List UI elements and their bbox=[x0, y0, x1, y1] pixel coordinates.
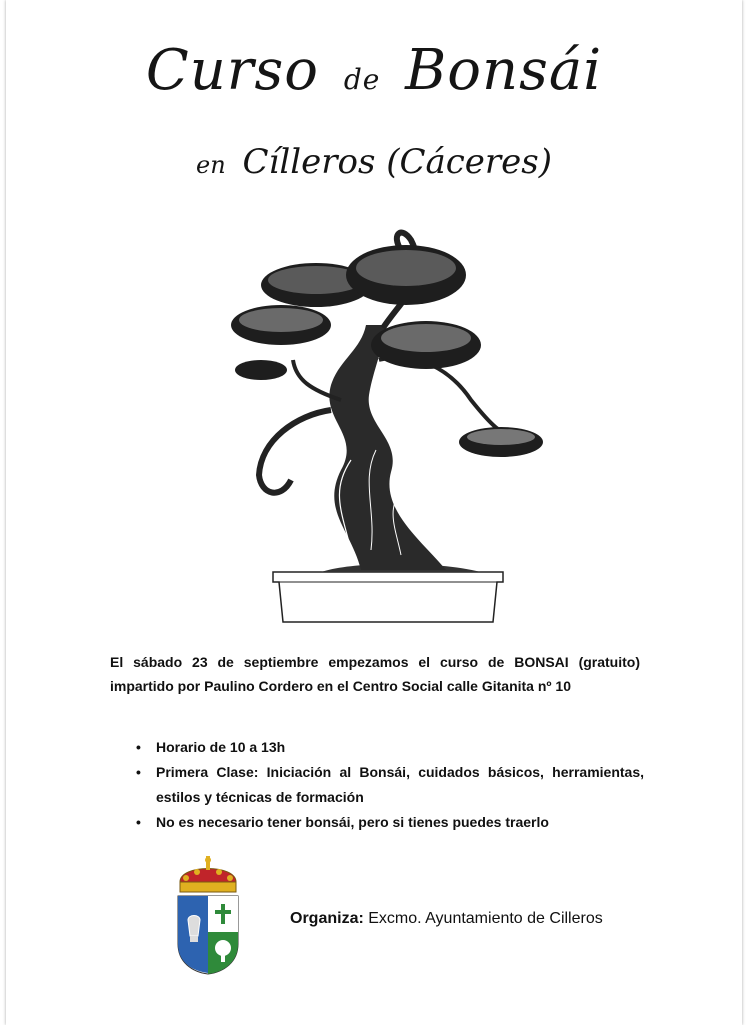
poster-page bbox=[6, 0, 742, 1025]
course-details-list bbox=[110, 735, 644, 835]
organizer-line bbox=[290, 910, 603, 928]
organizer-label: Organiza: bbox=[290, 910, 364, 927]
organizer-name: Excmo. Ayuntamiento de Cilleros bbox=[368, 910, 603, 927]
municipal-coat-of-arms-icon bbox=[166, 852, 250, 976]
bullet-glyph: • bbox=[136, 814, 141, 830]
title-word-de: de bbox=[343, 63, 381, 96]
poster-title bbox=[6, 38, 742, 103]
bullet-glyph: • bbox=[136, 739, 141, 755]
list-item-text: Horario de 10 a 13h bbox=[156, 739, 286, 755]
poster-subtitle bbox=[6, 142, 742, 182]
subtitle-prefix: en bbox=[195, 151, 226, 179]
title-word-curso: Curso bbox=[145, 38, 320, 103]
bullet-glyph: • bbox=[136, 764, 141, 780]
course-intro: El sábado 23 de septiembre empezamos el curso de BONSAI (gratuito) impartido por Paulino Cordero en el Centro Social calle Gitanita nº 10 bbox=[110, 654, 640, 694]
bonsai-tree-illustration bbox=[201, 210, 561, 630]
title-word-bonsai: Bonsái bbox=[405, 38, 603, 103]
list-item-text: Primera Clase: Iniciación al Bonsái, cuidados básicos, herramientas, estilos y técnicas de formación bbox=[156, 764, 644, 805]
list-item bbox=[110, 810, 644, 835]
list-item-text: No es necesario tener bonsái, pero si tienes puedes traerlo bbox=[156, 814, 549, 830]
list-item bbox=[110, 760, 644, 810]
list-item bbox=[110, 735, 644, 760]
subtitle-place: Cílleros (Cáceres) bbox=[242, 142, 553, 182]
